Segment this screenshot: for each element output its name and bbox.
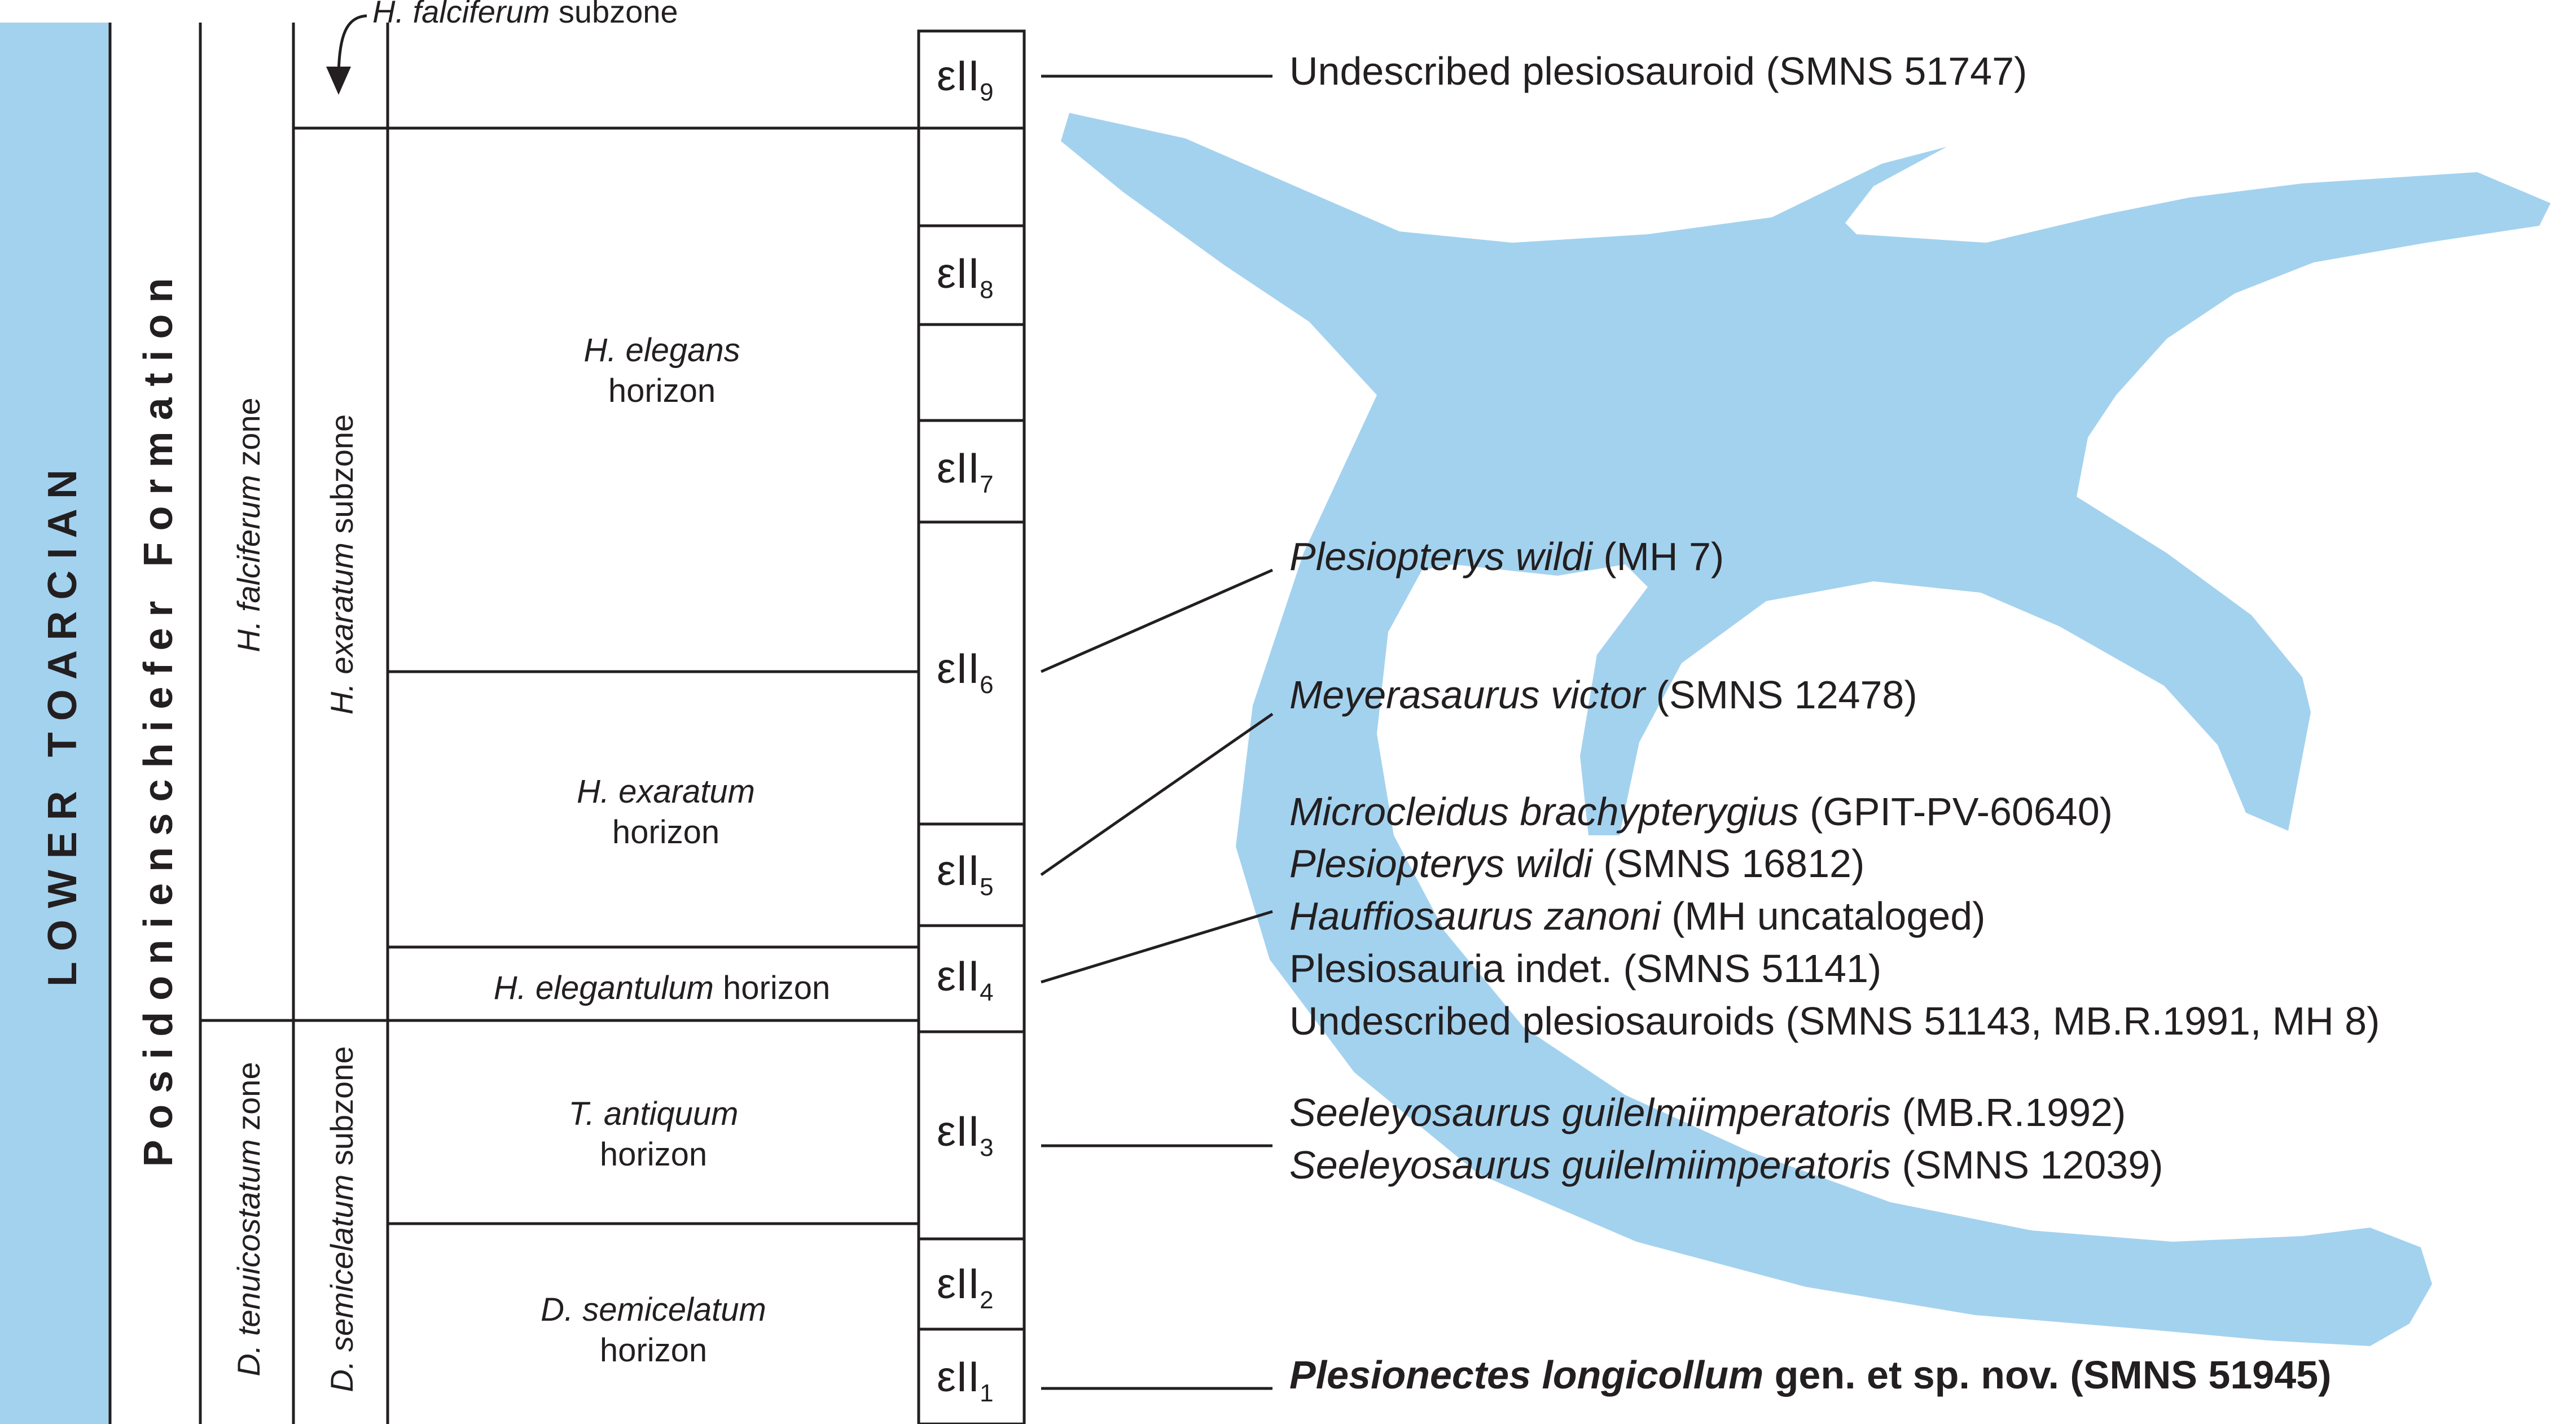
bed-label-6: εII$_6$ xyxy=(937,645,994,699)
record-bed-4-a: Microcleidus brachypterygius (GPIT-PV-60640) xyxy=(1289,790,2113,834)
falciferum-zone-label: H. falciferum zone xyxy=(231,397,266,652)
antiquum-horizon-name: T. antiquum xyxy=(568,1096,739,1132)
bed-label-5: εII$_5$ xyxy=(937,847,994,901)
elegans-horizon-name: H. elegans xyxy=(583,332,740,369)
semicelatum-horizon-name: D. semicelatum xyxy=(541,1291,766,1328)
semicelatum-horizon-word: horizon xyxy=(599,1332,708,1369)
record-bed-1: Plesionectes longicollum gen. et sp. nov. (SMNS 51945) xyxy=(1289,1353,2332,1397)
record-bed-4-e: Undescribed plesiosauroids (SMNS 51143, MB.R.1991, MH 8) xyxy=(1289,999,2380,1043)
exaratum-horizon-name: H. exaratum xyxy=(577,773,755,810)
formation-label: P o s i d o n i e n s c h i e f e r F o r m a t i o n xyxy=(136,278,181,1167)
stage-label: L O W E R T O A R C I A N xyxy=(40,470,85,987)
bed-label-2: εII$_2$ xyxy=(937,1260,994,1314)
bed-label-8: εII$_8$ xyxy=(937,249,994,304)
tenuicostatum-zone-label: D. tenuicostatum zone xyxy=(231,1062,266,1377)
semicelatum-subzone-label: D. semicelatum subzone xyxy=(324,1046,359,1392)
falciferum-subzone-label: H. falciferum subzone xyxy=(372,0,678,29)
record-bed-6: Plesiopterys wildi (MH 7) xyxy=(1289,534,1724,579)
leader-line-bed-4 xyxy=(1041,912,1272,982)
record-bed-4-b: Plesiopterys wildi (SMNS 16812) xyxy=(1289,842,1865,886)
bed-column xyxy=(919,31,1024,1424)
record-bed-5: Meyerasaurus victor (SMNS 12478) xyxy=(1289,673,1917,717)
record-bed-9: Undescribed plesiosauroid (SMNS 51747) xyxy=(1289,49,2028,93)
elegans-horizon-word: horizon xyxy=(608,373,716,409)
exaratum-horizon-word: horizon xyxy=(612,814,720,851)
bed-label-4: εII$_4$ xyxy=(937,952,994,1006)
antiquum-horizon-word: horizon xyxy=(599,1136,708,1173)
exaratum-subzone-label: H. exaratum subzone xyxy=(324,414,359,715)
bed-label-1: εII$_1$ xyxy=(937,1353,994,1407)
bed-label-3: εII$_3$ xyxy=(937,1107,994,1162)
bed-label-9: εII$_9$ xyxy=(937,52,994,106)
elegantulum-horizon-label: H. elegantulum horizon xyxy=(493,970,831,1006)
leader-line-bed-6 xyxy=(1041,570,1272,672)
arrow-head xyxy=(326,67,351,95)
bed-label-7: εII$_7$ xyxy=(937,444,994,498)
record-bed-3-b: Seeleyosaurus guilelmiimperatoris (SMNS 12039) xyxy=(1289,1143,2164,1187)
record-bed-3-a: Seeleyosaurus guilelmiimperatoris (MB.R.1992) xyxy=(1289,1090,2126,1134)
record-bed-4-c: Hauffiosaurus zanoni (MH uncataloged) xyxy=(1289,894,1986,938)
record-bed-4-d: Plesiosauria indet. (SMNS 51141) xyxy=(1289,947,1882,991)
